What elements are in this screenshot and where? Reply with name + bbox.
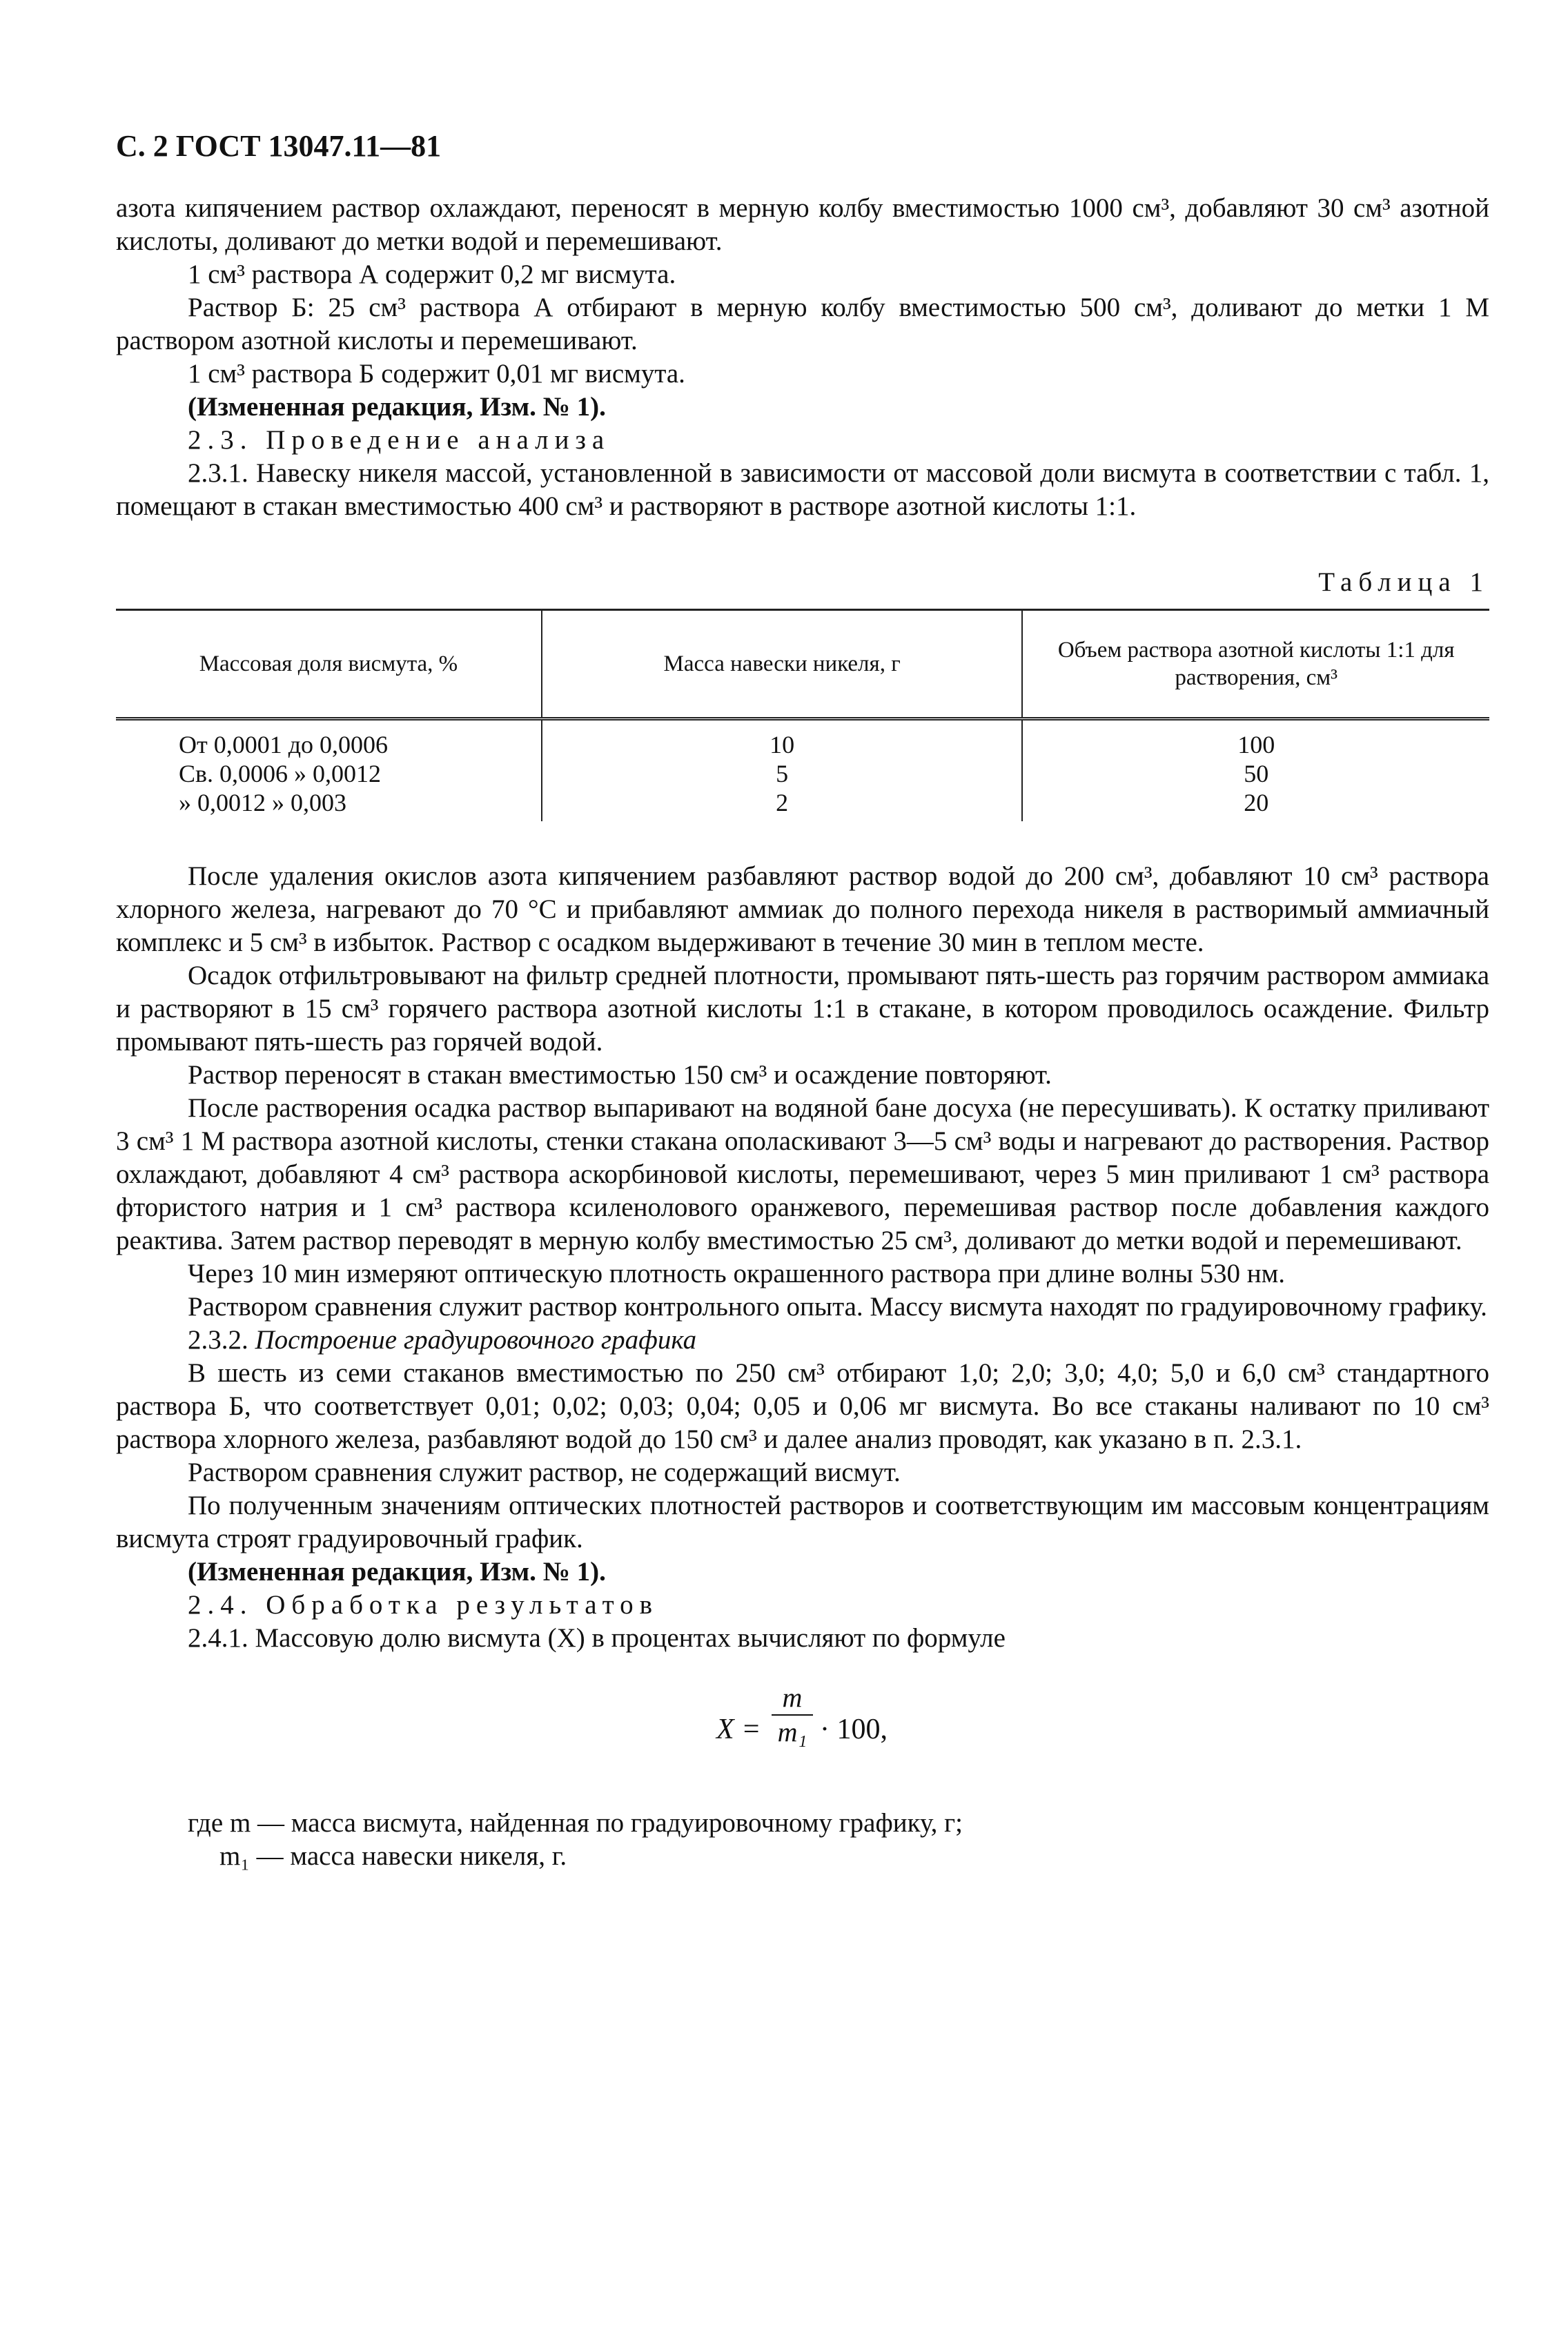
paragraph: Через 10 мин измеряют оптическую плотность окрашенного раствора при длине волны 530 нм. [188, 1259, 1286, 1288]
table-cell: » 0,0012 » 0,003 [179, 789, 346, 816]
paragraph: 1 см³ раствора Б содержит 0,01 мг висмута. [188, 359, 685, 389]
paragraph: Раствор переносят в стакан вместимостью 150 см³ и осаждение повторяют. [188, 1060, 1052, 1090]
table-cell: 20 [1244, 789, 1269, 816]
paragraph: 1 см³ раствора А содержит 0,2 мг висмута. [188, 259, 676, 289]
formula-lhs: X = [716, 1714, 761, 1745]
table-cell: 50 [1244, 760, 1269, 787]
paragraph: После растворения осадка раствор выпаривают на водяной бане досуха (не пересушивать). К остатку приливают 3 см³ 1 М раствора азотной кислоты, стенки стакана ополаскивают 3—5 см³ воды и нагревают до растворения. Раствор охлаждают, добавляют 4 см³ раствора аскорбиновой кислоты, перемешивают, через 5 мин приливают 1 см³ раствора фтористого натрия и 1 см³ раствора ксиленолового оранжевого, перемешивая раствор после добавления каждого реактива. Затем раствор переводят в мерную колбу вместимостью 25 см³, доливают до метки водой и перемешивают. [116, 1093, 1489, 1255]
paragraph: Раствором сравнения служит раствор, не содержащий висмут. [188, 1458, 901, 1487]
paragraph: Раствор Б: 25 см³ раствора А отбирают в мерную колбу вместимостью 500 см³, доливают до метки 1 М раствором азотной кислоты и перемешивают. [116, 293, 1489, 355]
table-header: Объем раствора азотной кислоты 1:1 для растворения, см³ [1022, 610, 1489, 719]
paragraph: Раствором сравнения служит раствор контрольного опыта. Массу висмута находят по градуировочному графику. [188, 1292, 1487, 1322]
paragraph: После удаления окислов азота кипячением разбавляют раствор водой до 200 см³, добавляют 10 см³ раствора хлорного железа, нагревают до 70 °С и прибавляют аммиак до полного перехода никеля в растворимый аммиачный комплекс и 5 см³ в избыток. Раствор с осадком выдерживают в течение 30 мин в теплом месте. [116, 861, 1489, 957]
formula-legend: где m — масса висмута, найденная по градуировочному графику, г; [188, 1808, 963, 1838]
formula-rest: · 100, [820, 1714, 888, 1745]
section-heading: 2.4. Обработка результатов [188, 1590, 659, 1620]
table-caption: Таблица 1 [1318, 567, 1489, 597]
paragraph: В шесть из семи стаканов вместимостью по 250 см³ отбирают 1,0; 2,0; 3,0; 4,0; 5,0 и 6,0 см³ стандартного раствора Б, что соответствует 0,01; 0,02; 0,03; 0,04; 0,05 и 0,06 мг висмута. Во все стаканы наливают по 10 см³ раствора хлорного железа, разбавляют водой до 150 см³ и далее анализ проводят, как указано в п. 2.3.1. [116, 1358, 1489, 1454]
subsection-title: Построение градуировочного графика [255, 1325, 697, 1355]
table-cell: Св. 0,0006 » 0,0012 [179, 760, 382, 787]
paragraph: По полученным значениям оптических плотностей растворов и соответствующим им массовым концентрациям висмута строят градуировочный график. [116, 1491, 1489, 1553]
fraction-bar [772, 1714, 813, 1716]
paragraph: Осадок отфильтровывают на фильтр средней плотности, промывают пять-шесть раз горячим раствором аммиака и растворяют в 15 см³ горячего раствора азотной кислоты 1:1 в стакане, в котором проводилось осаждение. Фильтр промывают пять-шесть раз горячей водой. [116, 961, 1489, 1057]
paragraph: 2.3.1. Навеску никеля массой, установленной в зависимости от массовой доли висмута в соответствии с табл. 1, помещают в стакан вместимостью 400 см³ и растворяют в растворе азотной кислоты 1:1. [116, 458, 1489, 521]
page-header: С. 2 ГОСТ 13047.11—81 [116, 129, 442, 163]
formula-fraction [772, 1683, 813, 1747]
subsection-number: 2.3.2. [188, 1325, 248, 1355]
paragraph: 2.4.1. Массовую долю висмута (X) в процентах вычисляют по формуле [188, 1623, 1006, 1653]
table-header: Масса навески никеля, г [542, 610, 1023, 719]
table-cell: 10 [770, 731, 795, 758]
amendment-note: (Измененная редакция, Изм. № 1). [188, 392, 606, 422]
formula-denominator: m₁ [777, 1716, 807, 1747]
subsection-heading [116, 1324, 1489, 1357]
table-cell: 100 [1237, 731, 1275, 758]
paragraph: азота кипячением раствор охлаждают, переносят в мерную колбу вместимостью 1000 см³, добавляют 30 см³ азотной кислоты, доливают до метки водой и перемешивают. [116, 193, 1489, 256]
document-page [116, 128, 1489, 1873]
table-row [116, 719, 1489, 822]
table-header: Массовая доля висмута, % [116, 610, 542, 719]
table-cell: 2 [776, 789, 789, 816]
amendment-note: (Измененная редакция, Изм. № 1). [188, 1557, 606, 1587]
table-1 [116, 609, 1489, 821]
formula [116, 1683, 1489, 1786]
table-cell: От 0,0001 до 0,0006 [179, 731, 389, 758]
section-heading: 2.3. Проведение анализа [188, 425, 611, 455]
formula-numerator: m [782, 1682, 803, 1713]
table-cell: 5 [776, 760, 789, 787]
formula-legend: m₁ — масса навески никеля, г. [219, 1841, 567, 1871]
